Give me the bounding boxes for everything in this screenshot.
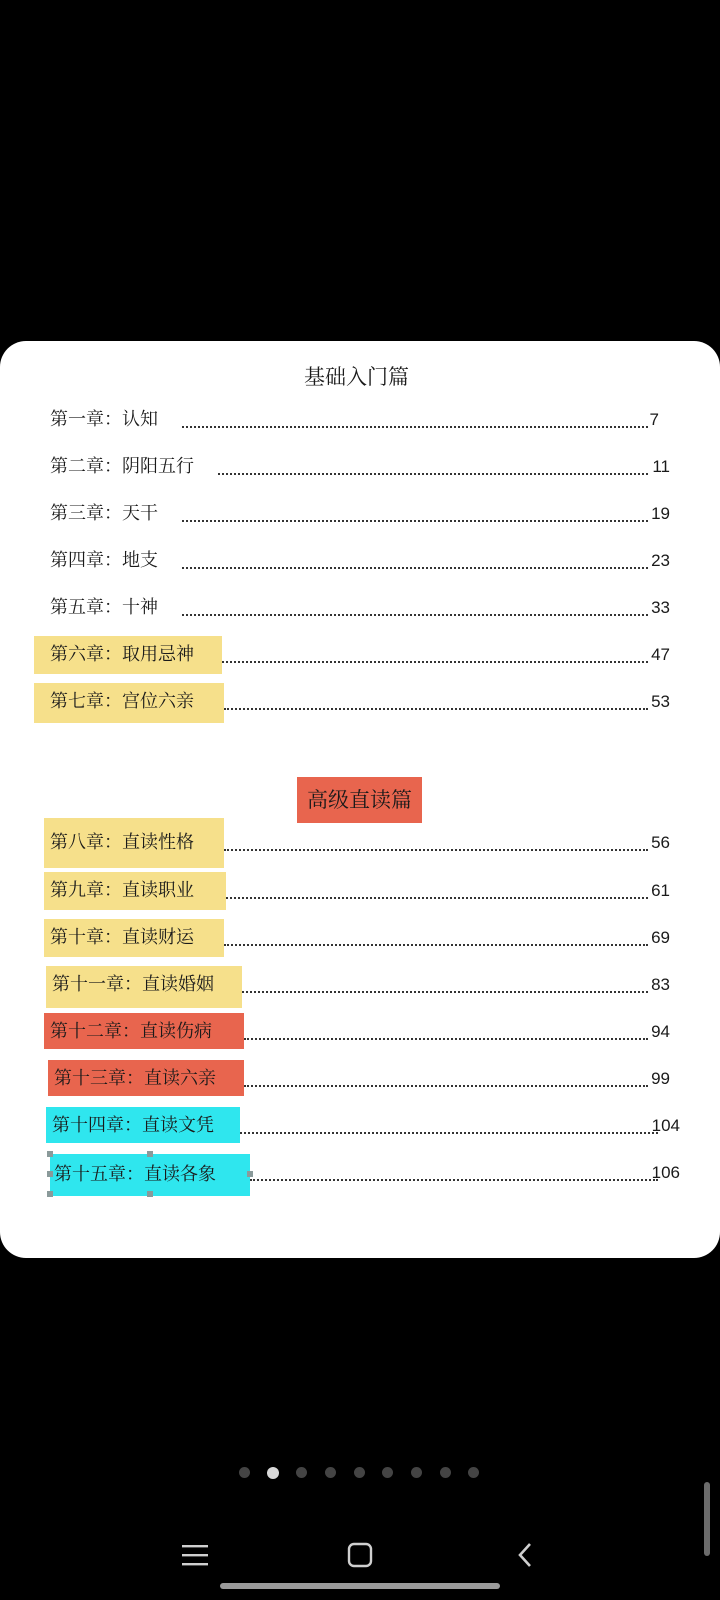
toc-row (0, 966, 720, 1004)
toc-row (0, 919, 720, 957)
page-dot (239, 1467, 250, 1478)
scrollbar[interactable] (704, 1482, 710, 1556)
dot-leader (222, 661, 648, 663)
selection-handle[interactable] (47, 1171, 53, 1177)
chapter-label-highlighted: 第十章：直读财运 (44, 919, 224, 957)
chapter-label-highlighted: 第十三章：直读六亲 (48, 1060, 244, 1096)
page-dot (296, 1467, 307, 1478)
chapter-label-highlighted: 第十四章：直读文凭 (46, 1107, 240, 1143)
dot-leader (218, 473, 648, 475)
dot-leader (182, 426, 648, 428)
toc-row (0, 589, 720, 627)
document-image[interactable] (0, 341, 720, 1258)
back-chevron-icon[interactable] (505, 1535, 545, 1575)
chapter-label-highlighted: 第九章：直读职业 (44, 872, 226, 910)
home-square-icon[interactable] (340, 1535, 380, 1575)
page-dot (468, 1467, 479, 1478)
dot-leader (242, 991, 648, 993)
page-number: 33 (651, 598, 670, 617)
dot-leader (224, 849, 648, 851)
toc-row (0, 1107, 720, 1145)
toc-row (0, 448, 720, 486)
page-dot (382, 1467, 393, 1478)
chapter-label: 第三章：天干 (50, 503, 158, 524)
page-number: 99 (651, 1069, 670, 1088)
dot-leader (182, 520, 648, 522)
gesture-bar[interactable] (220, 1583, 500, 1589)
page-number: 69 (651, 928, 670, 947)
page-dot (440, 1467, 451, 1478)
chapter-label-highlighted: 第十一章：直读婚姻 (46, 966, 242, 1008)
selection-handle[interactable] (147, 1191, 153, 1197)
dot-leader (244, 1038, 648, 1040)
dot-leader (244, 1085, 648, 1087)
page-number: 19 (651, 504, 670, 523)
toc-row (0, 1060, 720, 1098)
toc-row (0, 636, 720, 674)
page-number: 7 (649, 410, 659, 429)
page-dot-active (267, 1467, 279, 1479)
dot-leader (250, 1179, 658, 1181)
toc-row (0, 542, 720, 580)
dot-leader (226, 897, 648, 899)
chapter-label: 第四章：地支 (50, 550, 158, 571)
toc-row (0, 401, 720, 439)
basic-section-title: 基础入门篇 (304, 365, 409, 389)
dot-leader (224, 708, 648, 710)
menu-icon[interactable] (175, 1535, 215, 1575)
page-dot (325, 1467, 336, 1478)
chapter-label-highlighted: 第六章：取用忌神 (34, 636, 222, 674)
toc-row (0, 683, 720, 721)
chapter-label-selected[interactable]: 第十五章：直读各象 (50, 1154, 250, 1196)
advanced-section-title: 高级直读篇 (297, 777, 422, 823)
page-dot (354, 1467, 365, 1478)
page-number: 61 (651, 881, 670, 900)
chapter-label-highlighted: 第七章：宫位六亲 (34, 683, 224, 723)
page-number: 94 (651, 1022, 670, 1041)
selection-handle[interactable] (47, 1191, 53, 1197)
chapter-label: 第一章：认知 (50, 409, 158, 430)
page-number: 106 (651, 1163, 680, 1182)
chapter-label-highlighted: 第十二章：直读伤病 (44, 1013, 244, 1049)
dot-leader (182, 567, 648, 569)
page-dot (411, 1467, 422, 1478)
page-number: 104 (651, 1116, 680, 1135)
page-number: 56 (651, 833, 670, 852)
toc-row (0, 872, 720, 910)
selection-handle[interactable] (47, 1151, 53, 1157)
page-number: 83 (651, 975, 670, 994)
toc-row (0, 824, 720, 862)
toc-row (0, 1013, 720, 1051)
chapter-label: 第二章：阴阳五行 (50, 456, 194, 477)
toc-row-selected[interactable] (0, 1154, 720, 1192)
dot-leader (240, 1132, 658, 1134)
chapter-label-highlighted: 第八章：直读性格 (44, 818, 224, 868)
dot-leader (224, 944, 648, 946)
toc-row (0, 495, 720, 533)
page-number: 47 (651, 645, 670, 664)
page-number: 11 (652, 457, 670, 476)
selection-handle[interactable] (247, 1171, 253, 1177)
chapter-label: 第五章：十神 (50, 597, 158, 618)
page-number: 53 (651, 692, 670, 711)
selection-handle[interactable] (147, 1151, 153, 1157)
dot-leader (182, 614, 648, 616)
page-number: 23 (651, 551, 670, 570)
